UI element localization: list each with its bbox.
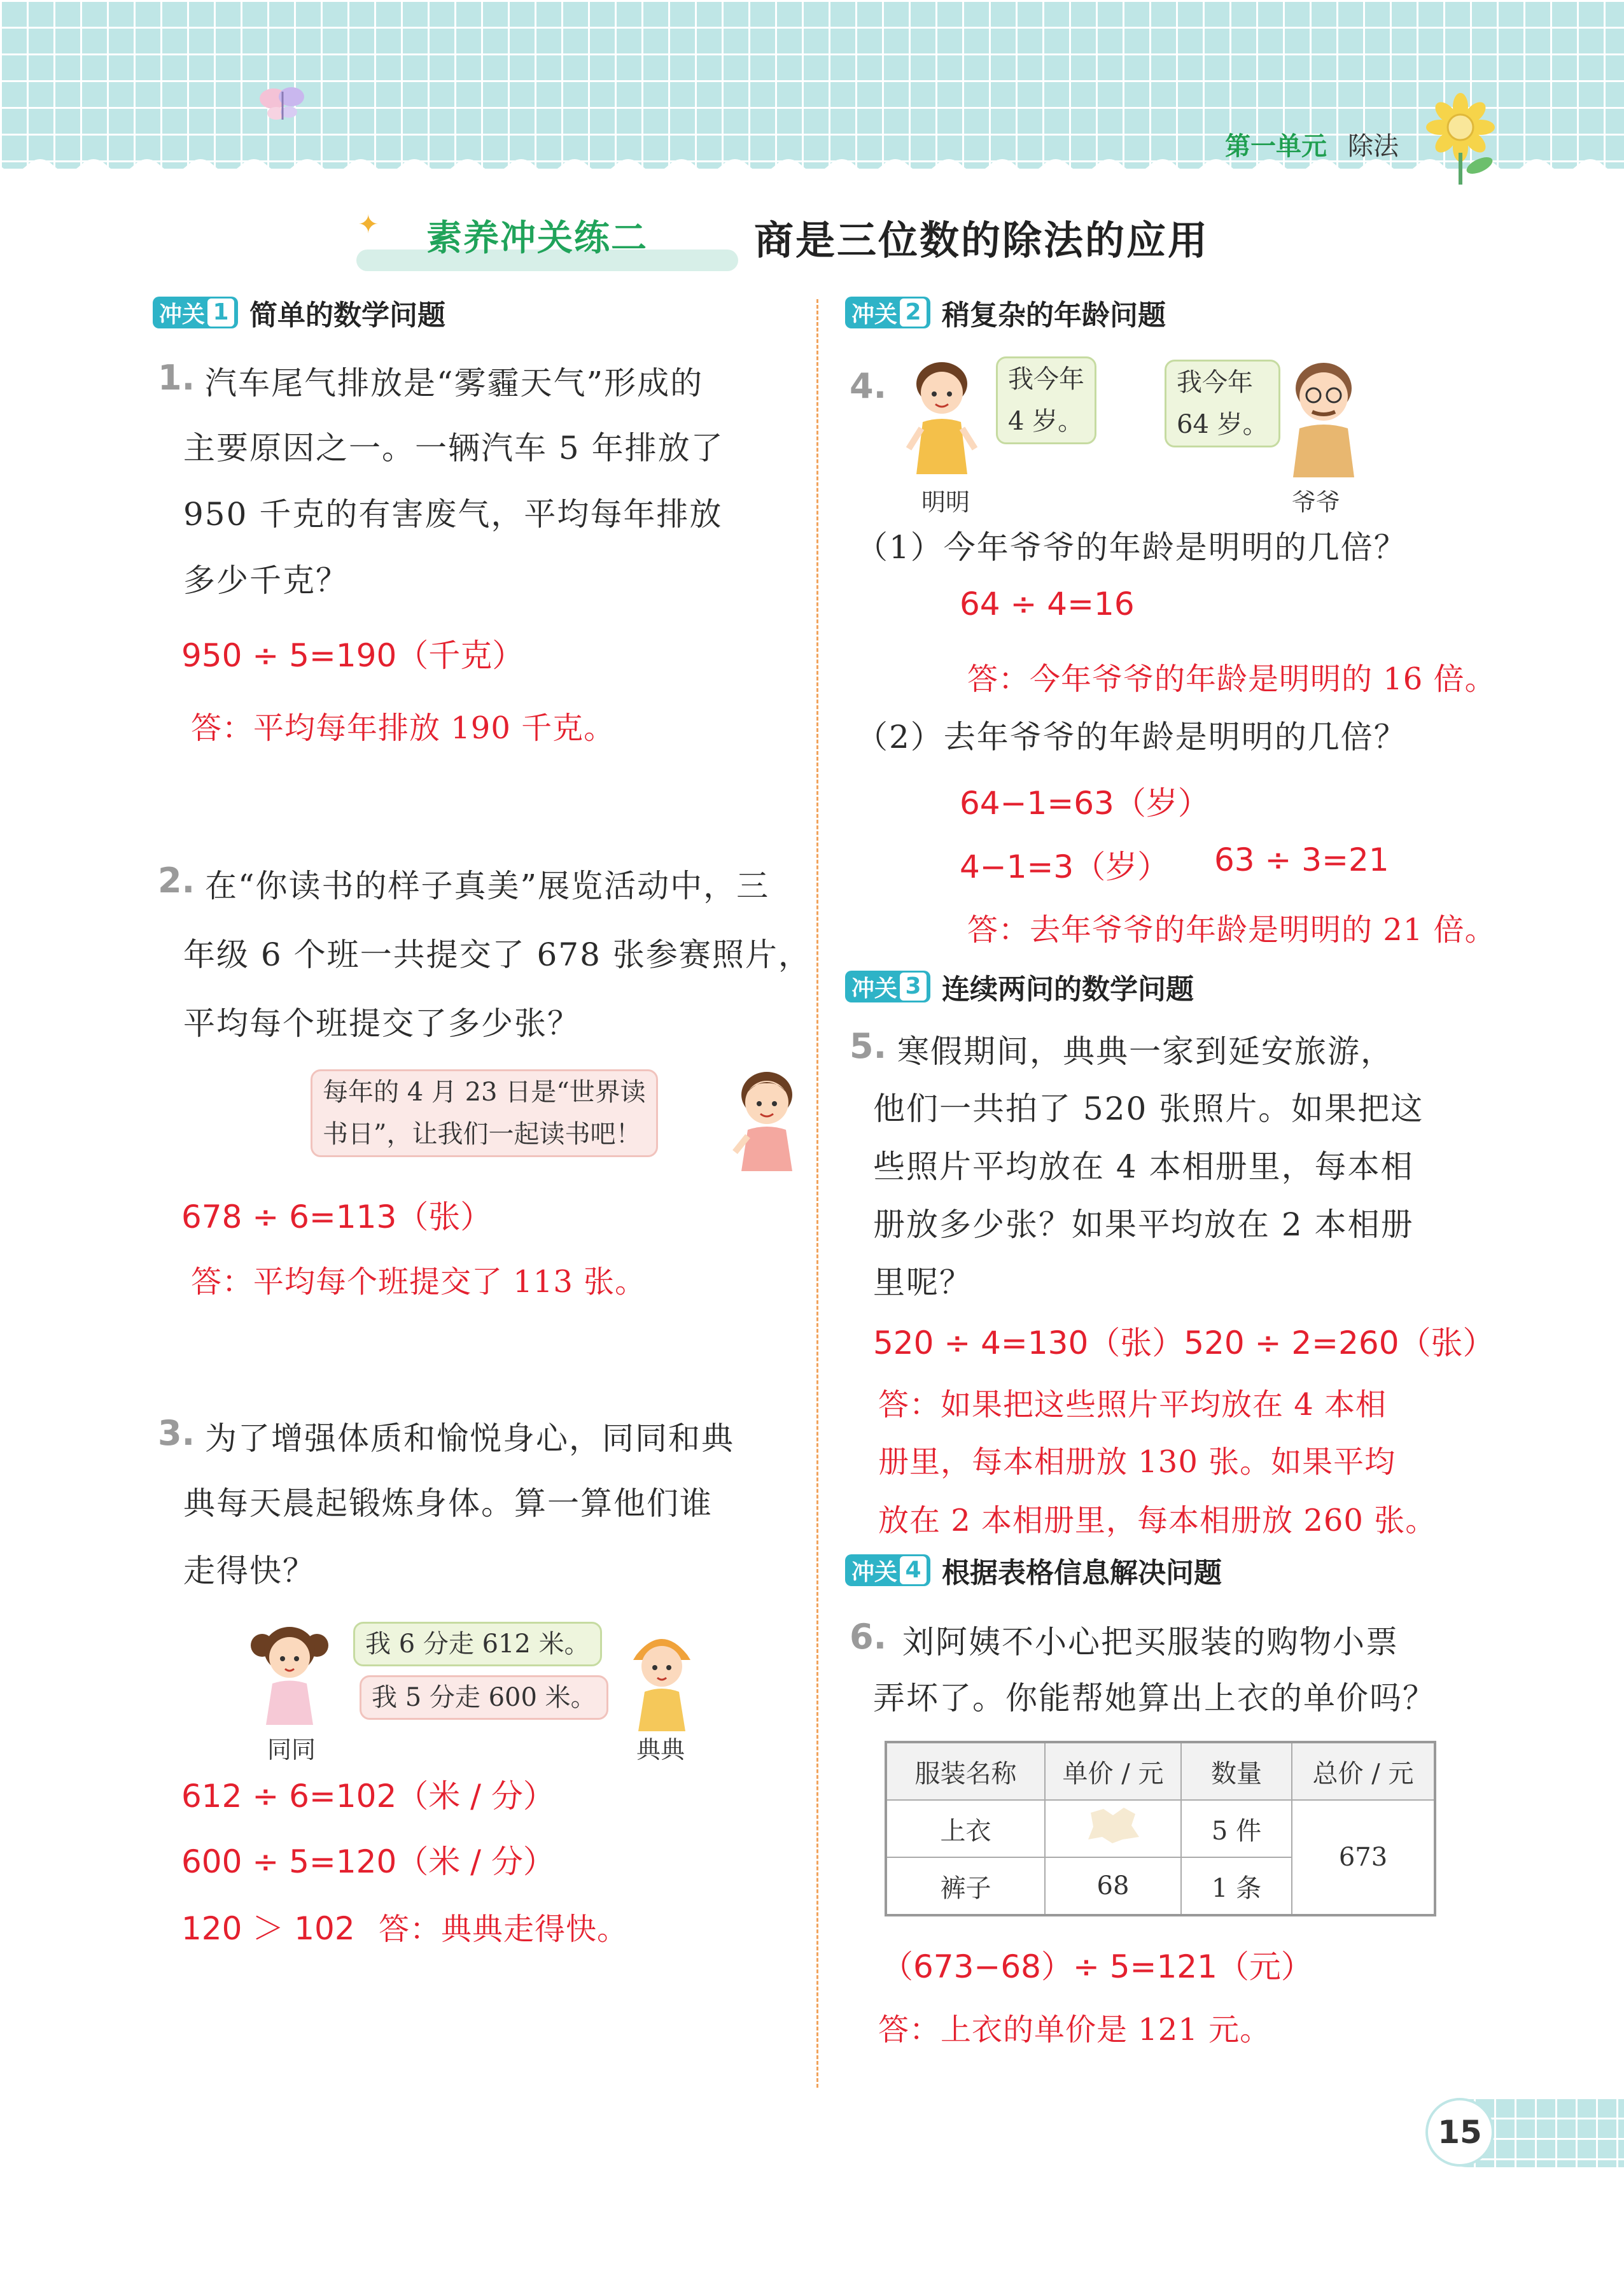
section-label: 连续两问的数学问题 <box>942 973 1194 1006</box>
sparkle-icon: ✦ <box>358 210 379 239</box>
column-divider <box>816 299 818 2088</box>
section-tag-2 <box>845 297 1166 332</box>
answer-statement: 答：如果把这些照片平均放在 4 本相 <box>878 1387 1387 1423</box>
answer-statement: 答：上衣的单价是 121 元。 <box>878 2012 1271 2048</box>
section-badge: 冲关 1 <box>153 297 238 328</box>
answer-statement: 答：今年爷爷的年龄是明明的 16 倍。 <box>967 661 1496 697</box>
character-name: 明明 <box>921 488 970 516</box>
answer-calculation: 612 ÷ 6=102（米 / 分） <box>181 1778 555 1815</box>
page-title: 商是三位数的除法的应用 <box>754 217 1210 264</box>
question-number: 1. <box>158 358 195 398</box>
question-text-line: 册放多少张？如果平均放在 2 本相册 <box>873 1206 1414 1243</box>
question-text-line: 典每天晨起锻炼身体。算一算他们谁 <box>183 1485 713 1522</box>
answer-calculation: 63 ÷ 3=21 <box>1214 841 1389 878</box>
question-subpart: （2）去年爷爷的年龄是明明的几倍？ <box>856 719 1407 756</box>
character-name: 爷爷 <box>1292 488 1341 516</box>
section-tag-4 <box>845 1554 1222 1589</box>
answer-calculation: 600 ÷ 5=120（米 / 分） <box>181 1843 555 1880</box>
question-text-line: 950 千克的有害废气，平均每年排放 <box>183 496 723 533</box>
torn-paper-icon <box>1084 1806 1142 1845</box>
table-cell: 上衣 <box>886 1800 1045 1857</box>
section-label: 根据表格信息解决问题 <box>942 1557 1222 1589</box>
question-number: 2. <box>158 861 195 901</box>
question-text-line: 为了增强体质和愉悦身心，同同和典 <box>205 1420 734 1457</box>
section-label: 稍复杂的年龄问题 <box>942 299 1166 332</box>
question-number: 4. <box>850 366 887 406</box>
question-number: 6. <box>850 1617 887 1657</box>
answer-calculation: 120 ＞ 102 <box>181 1910 355 1947</box>
speech-bubble: 我 5 分走 600 米。 <box>360 1675 608 1720</box>
question-text-line: 年级 6 个班一共提交了 678 张参赛照片， <box>183 936 811 973</box>
answer-calculation: 950 ÷ 5=190（千克） <box>181 637 524 674</box>
speech-bubble: 我 6 分走 612 米。 <box>353 1622 602 1666</box>
question-text-line: 刘阿姨不小心把买服装的购物小票 <box>902 1624 1399 1661</box>
section-badge: 冲关 4 <box>845 1554 930 1586</box>
table-cell: 5 件 <box>1181 1800 1292 1857</box>
boy-diandian-icon <box>620 1623 703 1731</box>
answer-calculation: 678 ÷ 6=113（张） <box>181 1199 493 1235</box>
section-badge: 冲关 2 <box>845 297 930 328</box>
answer-calculation: 64−1=63（岁） <box>960 785 1210 822</box>
torn-cell <box>1045 1800 1181 1857</box>
boy-mingming-icon <box>897 353 986 474</box>
table-header-cell: 数量 <box>1181 1742 1292 1800</box>
question-text-line: 平均每个班提交了多少张？ <box>183 1005 580 1042</box>
question-text-line: 主要原因之一。一辆汽车 5 年排放了 <box>183 430 724 467</box>
question-text-line: 他们一共拍了 520 张照片。如果把这 <box>873 1090 1424 1127</box>
table-row <box>886 1800 1435 1857</box>
answer-statement: 答：去年爷爷的年龄是明明的 21 倍。 <box>967 912 1496 948</box>
answer-statement: 答：平均每年排放 190 千克。 <box>191 710 615 746</box>
header-topic-label: 除法 <box>1348 132 1399 161</box>
answer-statement: 放在 2 本相册里，每本相册放 260 张。 <box>878 1503 1437 1538</box>
table-header-cell: 总价 / 元 <box>1292 1742 1435 1800</box>
character-name: 典典 <box>636 1736 685 1764</box>
page-number: 15 <box>1425 2098 1494 2167</box>
character-name: 同同 <box>267 1736 316 1764</box>
answer-calculation: （673−68）÷ 5=121（元） <box>881 1948 1313 1985</box>
boy-reading-icon <box>722 1063 811 1171</box>
butterfly-icon <box>255 83 312 127</box>
header-unit-label: 第一单元 <box>1225 132 1327 161</box>
section-tag-1 <box>153 297 446 332</box>
table-cell: 1 条 <box>1181 1857 1292 1915</box>
section-badge: 冲关 3 <box>845 971 930 1002</box>
question-text-line: 汽车尾气排放是“雾霾天气”形成的 <box>205 365 704 402</box>
table-cell-total: 673 <box>1292 1800 1435 1915</box>
question-text-line: 里呢？ <box>873 1264 972 1301</box>
speech-bubble: 我今年 4 岁。 <box>996 356 1096 444</box>
sunflower-icon <box>1422 89 1505 185</box>
question-subpart: （1）今年爷爷的年龄是明明的几倍？ <box>856 529 1407 566</box>
table-header-cell: 单价 / 元 <box>1045 1742 1181 1800</box>
table-cell: 裤子 <box>886 1857 1045 1915</box>
girl-tongtong-icon <box>248 1617 331 1725</box>
question-text-line: 多少千克？ <box>183 562 349 599</box>
answer-calculation: 64 ÷ 4=16 <box>960 586 1135 622</box>
answer-calculation: 4−1=3（岁） <box>960 848 1170 885</box>
grandpa-icon <box>1273 353 1375 477</box>
section-tag-3 <box>845 971 1194 1006</box>
table-header-row <box>886 1742 1435 1800</box>
question-text-line: 在“你读书的样子真美”展览活动中，三 <box>205 868 770 904</box>
question-number: 3. <box>158 1413 195 1453</box>
practice-title: 素养冲关练二 <box>426 218 648 259</box>
answer-statement: 答：典典走得快。 <box>379 1911 629 1947</box>
answer-calculation: 520 ÷ 4=130（张）520 ÷ 2=260（张） <box>873 1325 1495 1361</box>
question-text-line: 些照片平均放在 4 本相册里，每本相 <box>873 1148 1414 1185</box>
question-text-line: 走得快？ <box>183 1552 316 1589</box>
question-number: 5. <box>850 1026 887 1066</box>
question-text-line: 弄坏了。你能帮她算出上衣的单价吗？ <box>873 1680 1436 1717</box>
answer-statement: 册里，每本相册放 130 张。如果平均 <box>878 1444 1396 1480</box>
speech-bubble: 我今年 64 岁。 <box>1165 360 1280 447</box>
answer-statement: 答：平均每个班提交了 113 张。 <box>191 1264 647 1300</box>
speech-bubble: 每年的 4 月 23 日是“世界读 书日”，让我们一起读书吧！ <box>311 1069 658 1157</box>
section-label: 简单的数学问题 <box>249 299 446 332</box>
table-header-cell: 服装名称 <box>886 1742 1045 1800</box>
header-wave-edge <box>0 159 1624 185</box>
receipt-table <box>885 1741 1436 1916</box>
question-text-line: 寒假期间，典典一家到延安旅游， <box>897 1033 1394 1070</box>
table-cell: 68 <box>1045 1857 1181 1915</box>
